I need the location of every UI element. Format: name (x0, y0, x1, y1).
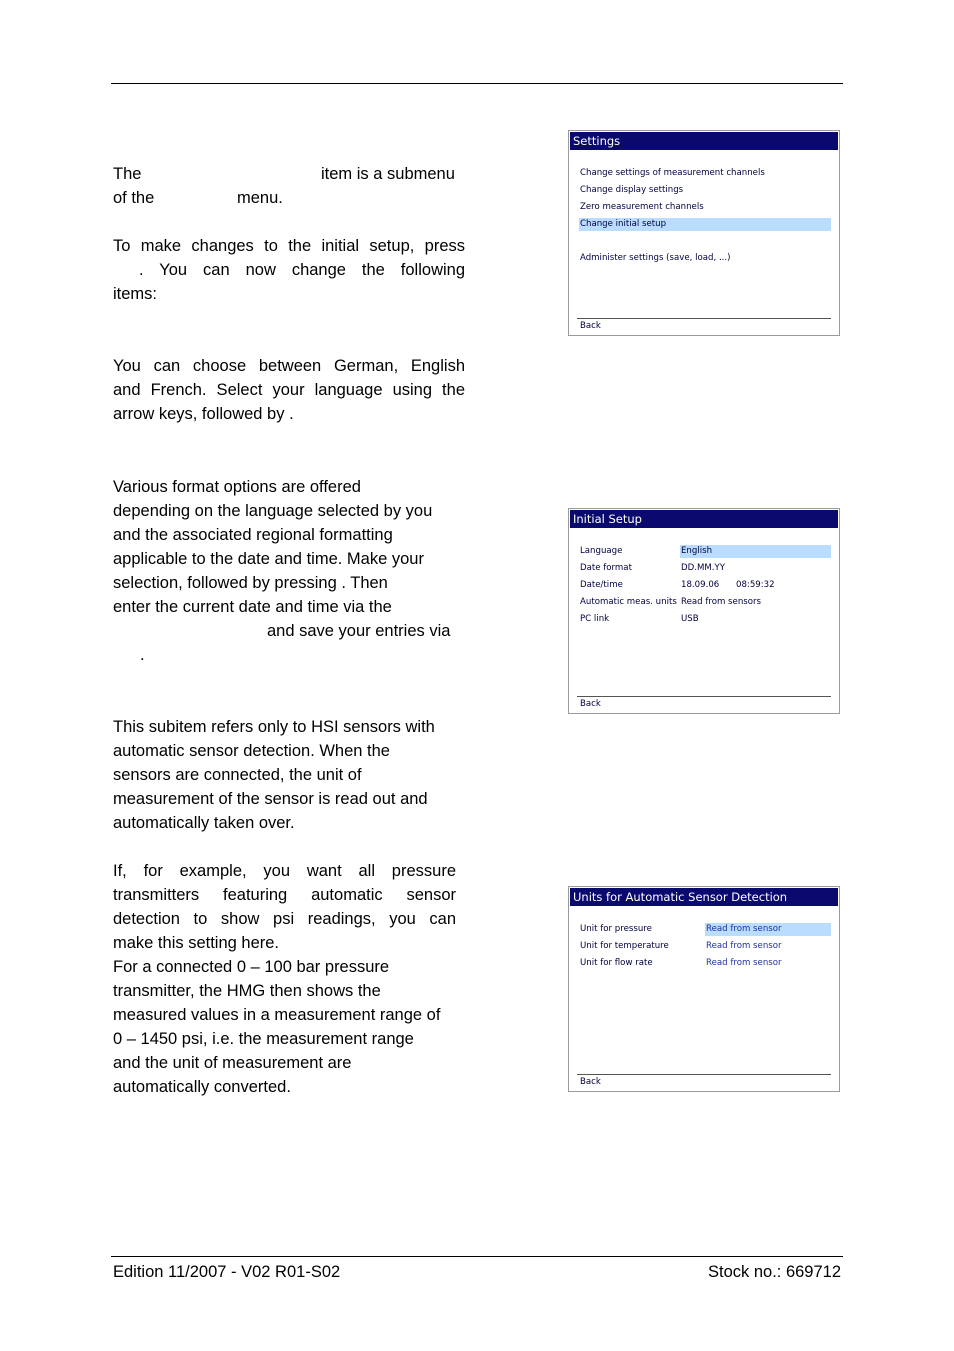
text-fragment: of the (113, 189, 155, 207)
flow-unit-value[interactable]: Read from sensor (706, 958, 782, 968)
screen-title: Units for Automatic Sensor Detection (570, 888, 838, 906)
text-line: depending on the language selected by you (113, 502, 433, 520)
screen-title: Initial Setup (570, 510, 838, 528)
text-line (113, 643, 465, 667)
text-line (113, 186, 465, 210)
units-screen (568, 886, 840, 1092)
text-fragment: The (113, 165, 142, 183)
text-line: and the unit of measurement are (113, 1054, 352, 1072)
footer-stock-number: Stock no.: 669712 (707, 1263, 841, 1281)
menu-item-initial-setup[interactable]: Change initial setup (579, 218, 831, 231)
date-format-value[interactable]: DD.MM.YY (681, 563, 726, 573)
text-line: applicable to the date and time. Make your (113, 550, 424, 568)
text-line (113, 619, 465, 643)
back-button[interactable]: Back (580, 1077, 601, 1087)
screen-title: Settings (570, 132, 838, 150)
text-line: and French. Select your language using the (113, 381, 465, 399)
text-line (113, 402, 465, 426)
text-fragment: . You can now change the following (139, 261, 465, 279)
pressure-unit-label: Unit for pressure (580, 924, 652, 934)
text-line: If, for example, you want all pressure (113, 862, 456, 880)
text-line: sensors are connected, the unit of (113, 766, 362, 784)
text-line: measured values in a measurement range of (113, 1006, 441, 1024)
date-format-label: Date format (580, 563, 632, 573)
auto-units-label: Automatic meas. units (580, 597, 677, 607)
settings-screen (568, 130, 840, 336)
language-label: Language (580, 546, 623, 556)
header-rule (111, 83, 843, 84)
pc-link-label: PC link (580, 614, 610, 624)
text-fragment: menu. (237, 189, 283, 207)
text-line: 0 – 1450 psi, i.e. the measurement range (113, 1030, 414, 1048)
divider (577, 696, 831, 697)
menu-item-measurement-channels[interactable]: Change settings of measurement channels (580, 168, 765, 178)
text-line: items: (113, 285, 158, 303)
text-line: and the associated regional formatting (113, 526, 393, 544)
press-paragraph (113, 234, 465, 306)
back-button[interactable]: Back (580, 699, 601, 709)
text-line (113, 258, 465, 282)
text-fragment: and save your entries via (267, 622, 451, 640)
text-line: automatically converted. (113, 1078, 291, 1096)
text-line: Various format options are offered (113, 478, 361, 496)
divider (577, 318, 831, 319)
text-fragment: arrow keys, followed by . (113, 405, 294, 423)
initial-setup-screen (568, 508, 840, 714)
text-line: enter the current date and time via the (113, 598, 392, 616)
menu-item-display-settings[interactable]: Change display settings (580, 185, 684, 195)
date-time-label: Date/time (580, 580, 623, 590)
language-paragraph (113, 354, 465, 426)
hsi-paragraph (113, 715, 465, 835)
text-line: This subitem refers only to HSI sensors with (113, 718, 435, 736)
time-value[interactable]: 08:59:32 (736, 580, 775, 590)
flow-unit-label: Unit for flow rate (580, 958, 653, 968)
temperature-unit-value[interactable]: Read from sensor (706, 941, 782, 951)
footer-edition: Edition 11/2007 - V02 R01-S02 (113, 1263, 341, 1281)
text-line: You can choose between German, English (113, 357, 465, 375)
intro-paragraph (113, 162, 465, 210)
text-line: automatic sensor detection. When the (113, 742, 390, 760)
pc-link-value[interactable]: USB (681, 614, 699, 624)
text-line: make this setting here. (113, 934, 279, 952)
text-line: automatically taken over. (113, 814, 295, 832)
text-line: selection, followed by pressing . Then (113, 574, 388, 592)
format-paragraph (113, 475, 465, 667)
footer-rule (111, 1256, 843, 1257)
language-value[interactable]: English (680, 545, 831, 558)
text-line: detection to show psi readings, you can (113, 910, 456, 928)
text-fragment: item is a submenu (321, 165, 455, 183)
text-line: measurement of the sensor is read out and (113, 790, 428, 808)
date-value[interactable]: 18.09.06 (681, 580, 720, 590)
divider (577, 1074, 831, 1075)
text-line (113, 162, 465, 186)
pressure-unit-value[interactable]: Read from sensor (705, 923, 831, 936)
text-line: To make changes to the initial setup, press (113, 237, 465, 255)
back-button[interactable]: Back (580, 321, 601, 331)
temperature-unit-label: Unit for temperature (580, 941, 669, 951)
menu-item-zero-channels[interactable]: Zero measurement channels (580, 202, 704, 212)
menu-item-administer-settings[interactable]: Administer settings (save, load, ...) (580, 253, 731, 263)
auto-units-value[interactable]: Read from sensors (681, 597, 762, 607)
text-fragment: . (140, 646, 145, 664)
text-line: For a connected 0 – 100 bar pressure (113, 958, 390, 976)
text-line: transmitters featuring automatic sensor (113, 886, 456, 904)
example-paragraph (113, 859, 456, 1099)
text-line: transmitter, the HMG then shows the (113, 982, 381, 1000)
